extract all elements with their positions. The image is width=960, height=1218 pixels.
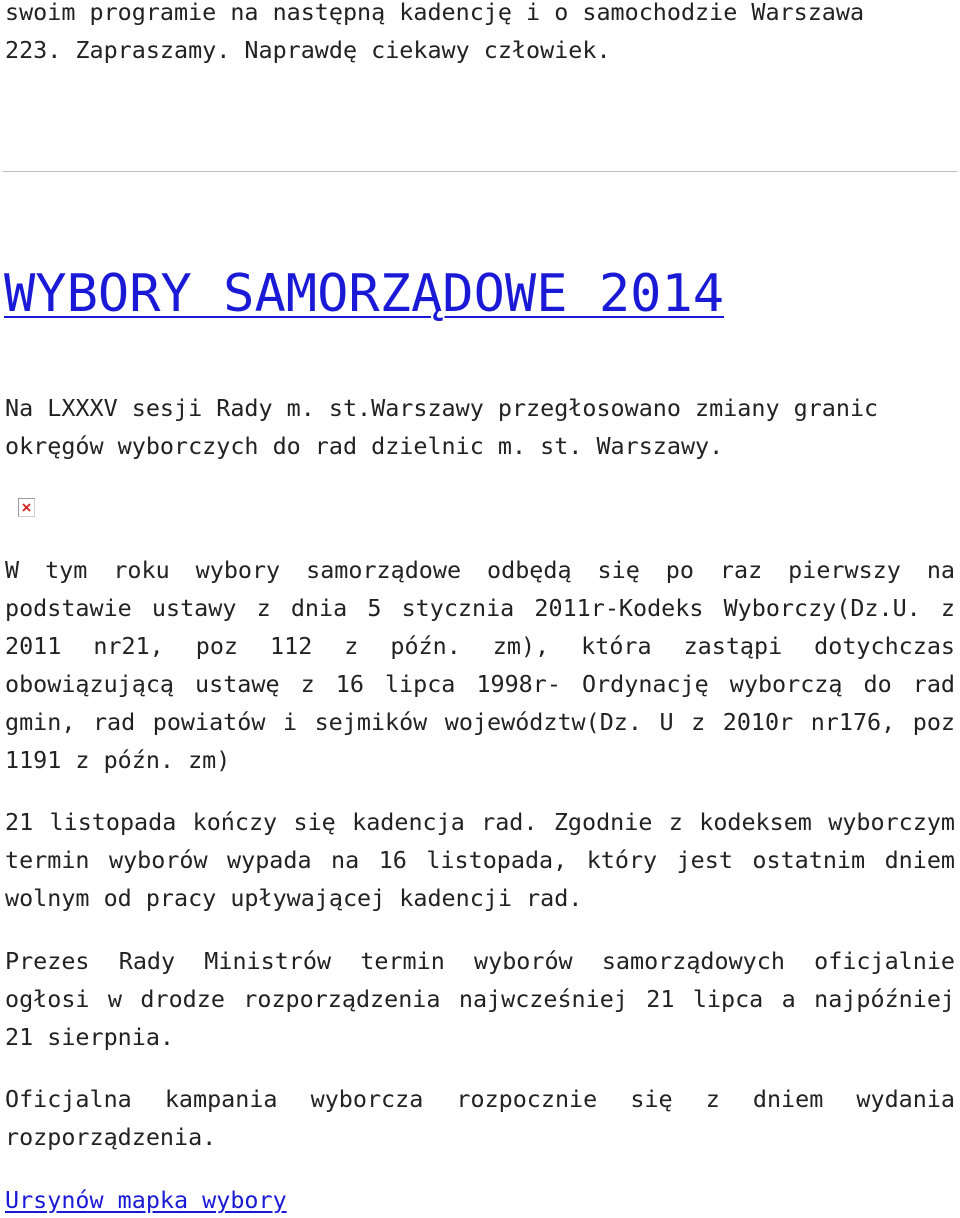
paragraph-kadencja: 21 listopada kończy się kadencja rad. Zgodnie z kodeksem wyborczym termin wyborów wypada na 16 listopada, który jest ostatnim dniem wolnym od pracy upływającej kadencji rad.	[5, 808, 955, 912]
intro-line-1: swoim programie na następną kadencję i o samochodzie Warszawa	[5, 0, 865, 26]
intro-text	[5, 0, 955, 69]
paragraph-kampania: Oficjalna kampania wyborcza rozpocznie się z dniem wydania rozporządzenia.	[5, 1085, 955, 1151]
intro-line-2: 223. Zapraszamy. Naprawdę ciekawy człowiek.	[5, 36, 611, 64]
paragraph-sesja: Na LXXXV sesji Rady m. st.Warszawy przegłosowano zmiany granic okręgów wyborczych do rad dzielnic m. st. Warszawy.	[5, 394, 879, 460]
horizontal-rule	[3, 171, 957, 172]
ursynow-map-link[interactable]: Ursynów mapka wybory	[5, 1186, 287, 1214]
broken-image-x-icon	[22, 503, 31, 512]
section-heading-link[interactable]: WYBORY SAMORZĄDOWE 2014	[4, 264, 725, 324]
paragraph-prezes: Prezes Rady Ministrów termin wyborów samorządowych oficjalnie ogłosi w drodze rozporządzenia najwcześniej 21 lipca a najpóźniej 21 sierpnia.	[5, 947, 955, 1051]
broken-image-icon	[18, 498, 35, 517]
paragraph-kodeks: W tym roku wybory samorządowe odbędą się po raz pierwszy na podstawie ustawy z dnia 5 stycznia 2011r-Kodeks Wyborczy(Dz.U. z 2011 nr21, poz 112 z późn. zm), która zastąpi dotychczas obowiązującą ustawę z 16 lipca 1998r- Ordynację wyborczą do rad gmin, rad powiatów i sejmików województw(Dz. U z 2010r nr176, poz 1191 z późn. zm)	[5, 556, 955, 774]
